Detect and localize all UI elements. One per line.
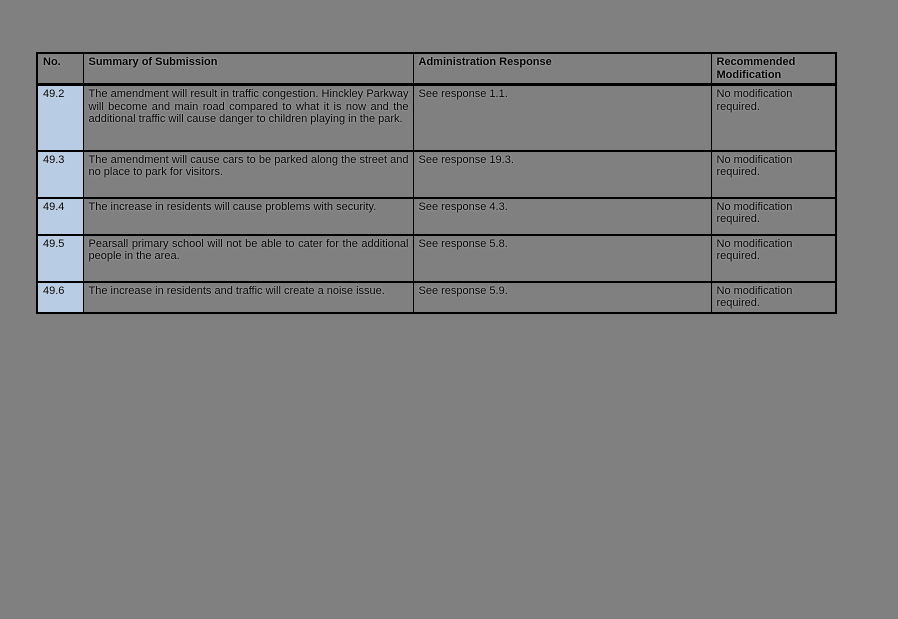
cell-no: 49.2 <box>37 85 83 151</box>
cell-no: 49.6 <box>37 282 83 313</box>
cell-no: 49.3 <box>37 151 83 198</box>
cell-summary: Pearsall primary school will not be able to cater for the additional people in the area. <box>83 235 413 282</box>
column-header-summary: Summary of Submission <box>83 53 413 85</box>
cell-modification: No modification required. <box>711 85 836 151</box>
cell-response: See response 19.3. <box>413 151 711 198</box>
cell-modification: No modification required. <box>711 198 836 235</box>
cell-modification: No modification required. <box>711 151 836 198</box>
cell-summary: The increase in residents and traffic will create a noise issue. <box>83 282 413 313</box>
table-row <box>37 151 836 198</box>
cell-modification: No modification required. <box>711 235 836 282</box>
table-row <box>37 235 836 282</box>
table-header-row <box>37 53 836 85</box>
cell-response: See response 4.3. <box>413 198 711 235</box>
cell-summary: The increase in residents will cause problems with security. <box>83 198 413 235</box>
column-header-response: Administration Response <box>413 53 711 85</box>
submissions-table <box>36 52 837 314</box>
cell-no: 49.4 <box>37 198 83 235</box>
table-row <box>37 282 836 313</box>
cell-response: See response 1.1. <box>413 85 711 151</box>
cell-response: See response 5.9. <box>413 282 711 313</box>
cell-no: 49.5 <box>37 235 83 282</box>
table-row <box>37 198 836 235</box>
cell-modification: No modification required. <box>711 282 836 313</box>
column-header-modification: Recommended Modification <box>711 53 836 85</box>
table-row <box>37 85 836 151</box>
cell-summary: The amendment will result in traffic congestion. Hinckley Parkway will become and main road compared to what it is now and the additional traffic will cause danger to children playing in the park. <box>83 85 413 151</box>
cell-response: See response 5.8. <box>413 235 711 282</box>
column-header-no: No. <box>37 53 83 85</box>
cell-summary: The amendment will cause cars to be parked along the street and no place to park for visitors. <box>83 151 413 198</box>
